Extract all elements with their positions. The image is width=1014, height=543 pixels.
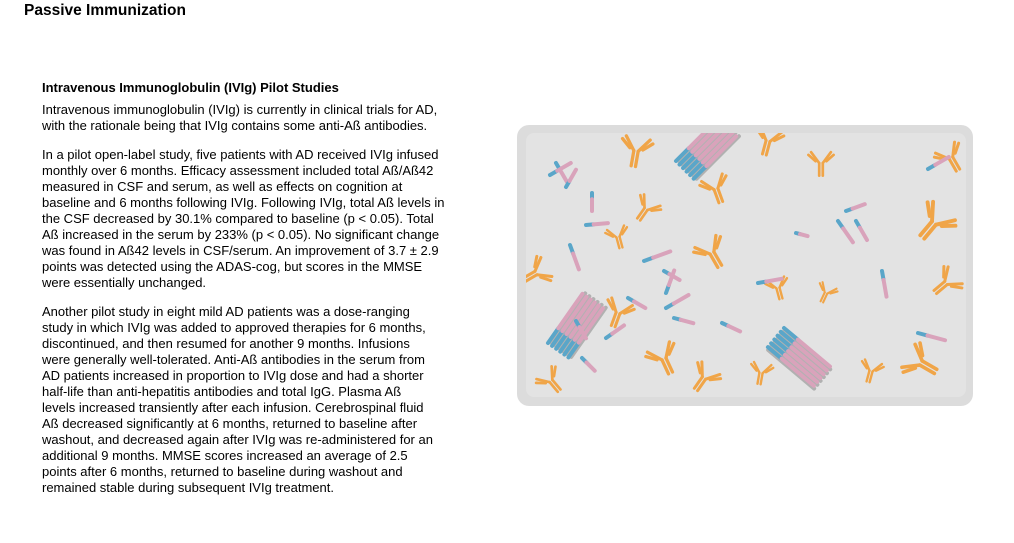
text-line: half-life than anti-hepatitis antibodies and total IgG. Plasma Aß: [42, 384, 402, 399]
text-line: additional 9 months. MMSE scores increased an average of 2.5: [42, 448, 408, 463]
antibody-icon: [857, 359, 884, 385]
amyloid-peptide-icon: [582, 358, 595, 371]
article-content: [42, 80, 482, 509]
antibody-icon: [692, 234, 733, 274]
antibody-icon: [526, 255, 553, 292]
paragraph-rationale: [42, 102, 482, 134]
antibody-icon: [618, 135, 653, 169]
amyloid-peptide-icon: [838, 221, 853, 242]
antibody-amyloid-illustration: [526, 133, 966, 397]
text-line: were generally well-tolerated. Anti-Aß antibodies in the serum from: [42, 352, 425, 367]
text-line: measured in CSF and serum, as well as effects on cognition at: [42, 179, 403, 194]
amyloid-peptide-icon: [882, 271, 887, 297]
antibody-icon: [644, 341, 684, 380]
text-line: study in which IVIg was added to approved therapies for 6 months,: [42, 320, 426, 335]
text-line: Another pilot study in eight mild AD patients was a dose-ranging: [42, 304, 410, 319]
text-line: points after 6 months, returned to baseline during washout and: [42, 464, 403, 479]
antibody-icon: [748, 362, 774, 386]
text-line: Aß increased in the serum by 233% (p < 0.05). No significant change: [42, 227, 440, 242]
amyloid-peptide-icon: [846, 204, 865, 211]
text-line: AD patients increased in proportion to IVIg dose and had a shorter: [42, 368, 424, 383]
amyloid-peptide-icon: [796, 233, 808, 236]
text-line: levels increased transiently after each infusion. Cerebrospinal fluid: [42, 400, 424, 415]
paragraph-first-pilot-study: [42, 147, 482, 291]
amyloid-peptide-icon: [566, 170, 576, 187]
text-line: were essentially unchanged.: [42, 275, 207, 290]
illustration-canvas: [526, 133, 966, 397]
amyloid-peptide-icon: [674, 318, 693, 323]
text-line: the CSF decreased by 30.1% compared to baseline (p < 0.05). Total: [42, 211, 434, 226]
text-line: points was detected using the ADAS-cog, but scores in the MMSE: [42, 259, 423, 274]
paragraph-second-pilot-study: [42, 304, 482, 496]
antibody-icon: [900, 341, 944, 386]
antibody-icon: [908, 199, 958, 248]
antibody-icon: [534, 365, 568, 397]
text-line: In a pilot open-label study, five patients with AD received IVIg infused: [42, 147, 439, 162]
text-line: monthly over 6 months. Efficacy assessment included total Aß/Aß42: [42, 163, 434, 178]
text-line: washout, and decreased again after IVIg was re-administered for an: [42, 432, 433, 447]
text-line: baseline and 6 months following IVIg. Following IVIg, total Aß levels in: [42, 195, 445, 210]
section-heading: Intravenous Immunoglobulin (IVIg) Pilot Studies: [42, 80, 339, 95]
amyloid-peptide-icon: [666, 295, 689, 308]
antibody-icon: [685, 360, 723, 397]
amyloid-peptide-icon: [570, 245, 579, 269]
antibody-icon: [605, 225, 632, 251]
page-title: Passive Immunization: [24, 2, 186, 19]
text-line: discontinued, and then resumed for another 9 months. Infusions: [42, 336, 410, 351]
antibody-icon: [600, 297, 635, 331]
text-line: was found in Aß42 levels in CSF/serum. An improvement of 3.7 ± 2.9: [42, 243, 439, 258]
text-line: remained stable during subsequent IVIg treatment.: [42, 480, 334, 495]
amyloid-peptide-icon: [722, 323, 740, 331]
amyloid-peptide-icon: [918, 333, 945, 340]
antibody-icon: [751, 133, 785, 158]
antibody-icon: [808, 152, 833, 175]
amyloid-fibril-icon: [676, 133, 739, 180]
amyloid-peptide-icon: [644, 251, 670, 261]
antibody-icon: [813, 281, 838, 306]
antibody-icon: [926, 265, 964, 303]
amyloid-peptide-icon: [856, 221, 867, 240]
amyloid-peptide-icon: [758, 279, 782, 283]
antibody-icon: [699, 173, 734, 207]
text-line: Aß decreased significantly at 6 months, returned to baseline after: [42, 416, 418, 431]
amyloid-fibril-icon: [767, 328, 832, 389]
text-line: with the rationale being that IVIg contains some anti-Aß antibodies.: [42, 118, 428, 133]
antibody-icon: [628, 193, 662, 227]
text-line: Intravenous immunoglobulin (IVIg) is currently in clinical trials for AD,: [42, 102, 438, 117]
amyloid-peptide-icon: [586, 223, 608, 225]
